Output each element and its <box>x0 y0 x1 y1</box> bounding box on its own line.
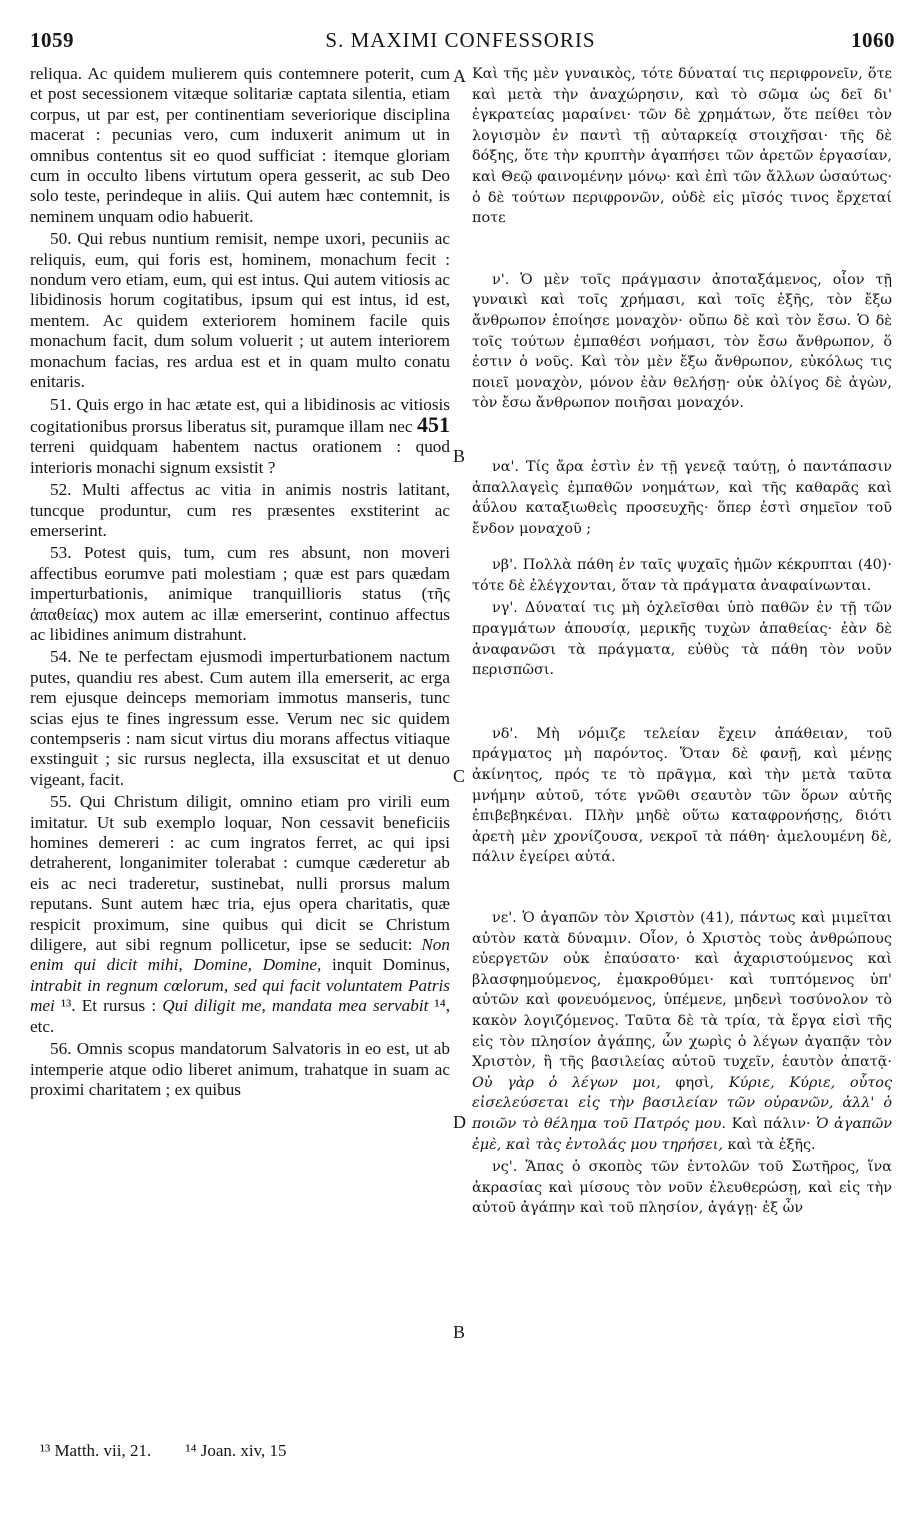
latin-p55-quote-2: intrabit in regnum cœlorum, sed qui facit voluntatem Patris mei <box>30 975 450 1016</box>
page-header <box>0 8 921 52</box>
latin-p55-text-d: ¹⁴, etc. <box>30 996 450 1036</box>
latin-paragraph-reliqua: reliqua. Ac quidem mulierem quis contemnere poterit, cum et post secessionem vitæque solitariæ captata silentia, etiam corpus, ut par est, per continentiam severiorique disciplina macerat : pecunias vero, cum induxerit animum ut in omnibus contentus sit eo quod sufficiat : itemque gloriam cum in occulto libens virtutum opera gesserit, ac sub Deo solo teste, perindeque in aliis. Qui autem hæc contemnit, is neminem unquam odio habuerit. <box>30 64 450 226</box>
latin-paragraph-55 <box>30 792 450 1037</box>
footnote-13: ¹³ Matth. vii, 21. <box>40 1441 152 1460</box>
greek-paragraph-50: ν'. Ὁ μὲν τοῖς πράγμασιν ἀποταξάμενος, οἷον τῇ γυναικὶ καὶ τοῖς χρήμασι, καὶ τοῖς ἑξῆς, τὸν ἔξω ἄνθρωπον ἐποίησε μοναχὸν· οὔπω δὲ καὶ τὸν ἔσω. Ὁ δὲ τοῖς τούτων ἐμπαθέσι νοήμασι, τὸν ἔσω ἄνθρωπον, ὅ ἐστιν ὁ νοῦς. Καὶ τὸν μὲν ἔξω ἄνθρωπον, εὐκόλως τις ποιεῖ μοναχὸν, μόνον ἐὰν θελήσῃ· οὐκ ὀλίγος δὲ ἀγὼν, τὸν ἔσω ἄνθρωπον ποιῆσαι μοναχόν. <box>472 271 892 412</box>
latin-paragraph-50: 50. Qui rebus nuntium remisit, nempe uxori, pecuniis ac reliquis, eum, qui foris est, hominem, monachum fecit : nondum vero etiam, eum, qui est intus. Qui autem vitiosis ac libidinosis horum cogitatibus, ipsum qui est intus, id est, mentem. Ac quidem exteriorem hominem facile quis monachum facit, dum solum voluerit ; ut autem interiorem monachum facias, res ardua est et in quam multo conatu enitaris. <box>30 229 450 392</box>
latin-paragraph-53: 53. Potest quis, tum, cum res absunt, non moveri affectibus eorumve pati molestiam ; quæ est pars quædam imperturbationis, animique tranquillioris status (τῆς ἀπαθείας) mox autem ac illæ emerserint, continuo affectus ac libidines animum distrahunt. <box>30 543 450 644</box>
margin-letter-a: A <box>453 66 466 86</box>
greek-paragraph-56: νς'. Ἅπας ὁ σκοπὸς τῶν ἐντολῶν τοῦ Σωτῆρος, ἵνα ἀκρασίας καὶ μίσους τὸν νοῦν ἐλευθερώσῃ, καὶ εἰς τὴν αὐτοῦ ἀγάπην καὶ τοῦ πλησίον, ἀγάγῃ· ἐξ ὧν <box>472 1159 892 1217</box>
margin-letter-d: D <box>453 1112 466 1132</box>
latin-p55-quote-1: Non enim qui dicit mihi, Domine, Domine, <box>30 935 450 975</box>
greek-paragraph-55 <box>472 908 892 1155</box>
greek-paragraph-54: νδ'. Μὴ νόμιζε τελείαν ἔχειν ἀπάθειαν, τοῦ πράγματος μὴ παρόντος. Ὅταν δὲ φανῇ, καὶ μένῃς ἀκίνητος, πρός τε τὸ πρᾶγμα, καὶ τὴν μετὰ ταῦτα μνήμην αὐτοῦ, τότε γνῶθι σεαυτὸν τῶν ὅρων αὐτῆς ἐπιβεβηκέναι. Πλὴν μηδὲ οὕτω καταφρονήσῃς, διότι ἀρετὴ μὲν χρονίζουσα, νεκροῖ τὰ πάθη· ἀμελουμένη δὲ, πάλιν ἐγείρει αὐτά. <box>472 725 892 866</box>
latin-paragraph-54: 54. Ne te perfectam ejusmodi imperturbationem nactum putes, quandiu res abest. Cum autem illa emerserit, ac erga rem ejusque deinceps memoriam immotus manseris, tunc scias ejus te fines ingressum esse. Verum nec sic quidem contempseris : nam sicut virtus diu morans affectus vitiaque exstinguit ; sic rursus neglecta, illa exsuscitat et ut denuo vigeant, facit. <box>30 647 450 789</box>
greek-paragraph-51: να'. Τίς ἄρα ἐστὶν ἐν τῇ γενεᾷ ταύτῃ, ὁ παντάπασιν ἀπαλλαγεὶς ἐμπαθῶν νοημάτων, καὶ τῆς καθαρᾶς καὶ ἀΰλου καταξιωθεὶς προσευχῆς· ὅπερ ἐστὶ σημεῖον τοῦ ἔνδον μοναχοῦ ; <box>472 458 892 537</box>
latin-p55-text-b: inquit Dominus, <box>321 955 451 975</box>
latin-p51-text-b: terreni quidquam habentem nactus orationem : quod interioris monachi signum exsistit ? <box>30 437 450 477</box>
greek-paragraph-kai: Καὶ τῆς μὲν γυναικὸς, τότε δύναταί τις περιφρονεῖν, ὅτε καὶ μετὰ τὴν ἀναχώρησιν, καὶ τὸ σῶμα ὡς δεῖ δι' ἐγκρατείας μαραίνει· τῶν δὲ χρημάτων, ὅτε πείθει τὸν λογισμὸν ἐν παντὶ τῇ αὐταρκείᾳ στοιχῆσαι· τῆς δὲ δόξης, ὅτε τὴν κρυπτὴν ἀγαπήσει τῶν ἀρετῶν ἐργασίαν, καὶ Θεῷ φαινομένην μόνῳ· καὶ ἐπὶ τῶν ἄλλων ὡσαύτως· ὁ δὲ τούτων περιφρονῶν, οὐδὲ εἰς μῖσός τινος ἔρχεταί ποτε <box>472 66 892 227</box>
latin-paragraph-51 <box>30 395 450 479</box>
margin-letter-b: B <box>453 446 466 466</box>
latin-p55-text-a: 55. Qui Christum diligit, omnino etiam pro virili eum imitatur. Ut sub exemplo loquar, Non cessavit beneficiis homines demereri : ac cum ingratos ferret, ac qui ipsi detraherent, longanimiter tolerabat : cumque cæderetur ab eis ac neci traderetur, sustinebat, nulli prorsus malum reputans. Sunt autem hæc tria, ejus opera charitatis, quæ respicit proximum, sine quibus qui dicit se Christum diligere, aut sibi regnum pollicetur, ipse se seducit: <box>30 792 450 955</box>
greek-p55-text-c: Καὶ πάλιν· <box>726 1115 817 1132</box>
greek-p55-quote-3: Ὁ ἀγαπῶν ἐμὲ, καὶ τὰς ἐντολάς μου τηρήσει, <box>472 1115 892 1153</box>
footnotes <box>40 1441 317 1461</box>
latin-p55-quote-3: Qui diligit me, mandata mea servabit <box>162 996 429 1016</box>
latin-p55-text-c: ¹³. Et rursus : <box>54 996 163 1016</box>
greek-p55-quote-1: Οὐ γὰρ ὁ λέγων μοι, <box>472 1074 661 1091</box>
latin-paragraph-52: 52. Multi affectus ac vitia in animis nostris latitant, tuncque produntur, cum res præsentes exstiterint ac emerserint. <box>30 480 450 540</box>
latin-paragraph-56: 56. Omnis scopus mandatorum Salvatoris in eo est, ut ab intemperie atque odio liberet animum, trahatque in suam ac proximi charitatem ; ex quibus <box>30 1039 450 1099</box>
margin-letter-c: C <box>453 766 466 786</box>
running-title: S. MAXIMI CONFESSORIS <box>325 28 596 52</box>
greek-p55-quote-2: Κύριε, Κύριε, οὗτος εἰσελεύσεται εἰς τὴν βασιλείαν τῶν οὐρανῶν, ἀλλ' ὁ ποιῶν τὸ θέλημα τοῦ Πατρός μου. <box>472 1074 893 1132</box>
footnote-14: ¹⁴ Joan. xiv, 15 <box>185 1441 287 1460</box>
column-marker-451: 451 <box>417 411 450 437</box>
greek-p55-text-d: καὶ τὰ ἑξῆς. <box>722 1136 816 1153</box>
page-number-left: 1059 <box>30 28 74 52</box>
greek-p55-text-a: νε'. Ὁ ἀγαπῶν τὸν Χριστὸν (41), πάντως καὶ μιμεῖται αὐτὸν κατὰ δύναμιν. Οἷον, ὁ Χριστὸς τοὺς ἀνθρώπους εὐεργετῶν οὐκ ἐπαύσατο· καὶ ἀχαριστούμενος καὶ βλασφημούμενος, ἐμακροθύμει· καὶ τυπτόμενος ὑπ' αὐτῶν καὶ φονευόμενος, ὑπέμενε, μηδενὶ τοσύνολον τὸ κακὸν λογιζόμενος. Ταῦτα δὲ τὰ τρία, τὰ ἔργα εἰσὶ τῆς εἰς τὸν πλησίον ἀγάπης, ὧν χωρὶς ὁ λέγων ἀγαπᾷν τὸν Χριστὸν, ἢ τῆς βασιλείας αὐτοῦ τυχεῖν, ἑαυτὸν ἀπατᾷ· <box>472 910 892 1071</box>
page-number-right: 1060 <box>851 28 895 52</box>
latin-p51-text-a: 51. Quis ergo in hac ætate est, qui a libidinosis ac vitiosis cogitationibus prorsus liberatus sit, puramque illam nec <box>30 394 450 436</box>
greek-column <box>472 64 892 1219</box>
greek-p55-text-b: φησὶ, <box>660 1074 729 1091</box>
latin-column <box>30 64 450 1100</box>
margin-letter-b2: B <box>453 1322 466 1342</box>
greek-paragraph-52: νβ'. Πολλὰ πάθη ἐν ταῖς ψυχαῖς ἡμῶν κέκρυπται (40)· τότε δὲ ἐλέγχονται, ὅταν τὰ πράγματα ἀναφαίνωνται. <box>472 557 892 594</box>
greek-paragraph-53: νγ'. Δύναταί τις μὴ ὀχλεῖσθαι ὑπὸ παθῶν ἐν τῇ τῶν πραγμάτων ἀπουσίᾳ, μερικῆς τυχὼν ἀπαθείας· ἐὰν δὲ ἀναφανῶσι τὰ πράγματα, εὐθὺς τὰ πάθη τὸν νοῦν περισπῶσι. <box>472 600 892 679</box>
